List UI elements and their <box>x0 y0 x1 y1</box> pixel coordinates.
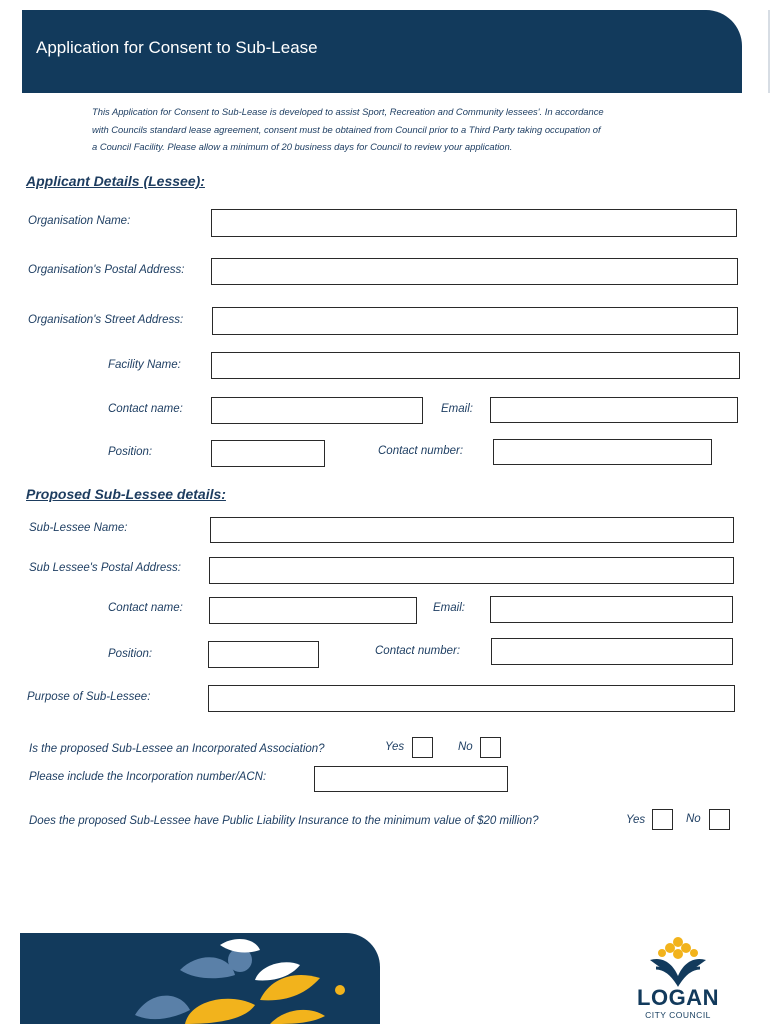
sublessee-position-label: Position: <box>108 648 153 660</box>
incorporated-yes-label: Yes <box>385 741 405 753</box>
sublessee-postal-field[interactable] <box>209 557 734 584</box>
artwork-leaf <box>180 957 235 978</box>
sublessee-heading: Proposed Sub-Lessee details: <box>26 486 226 502</box>
position-label: Position: <box>108 446 153 458</box>
incorporated-no-checkbox[interactable] <box>480 737 501 758</box>
sublessee-contact-field[interactable] <box>209 597 417 624</box>
facility-name-field[interactable] <box>211 352 740 379</box>
header-banner <box>22 10 742 93</box>
artwork-leaf <box>135 996 190 1020</box>
page-title: Application for Consent to Sub-Lease <box>36 38 318 57</box>
contact-number-label: Contact number: <box>378 445 464 457</box>
intro-line: This Application for Consent to Sub-Lease is developed to assist Sport, Recreation and Community lessees'. In accordance <box>92 106 604 117</box>
acn-field[interactable] <box>314 766 508 792</box>
acn-label: Please include the Incorporation number/ACN: <box>29 771 267 783</box>
artwork-leaf-gold <box>185 999 255 1024</box>
org-name-label: Organisation Name: <box>28 215 131 227</box>
insurance-yes-label: Yes <box>626 814 646 826</box>
org-postal-label: Organisation's Postal Address: <box>28 264 185 276</box>
purpose-label: Purpose of Sub-Lessee: <box>27 691 151 703</box>
logo-wordmark: LOGAN <box>637 985 719 1010</box>
insurance-question: Does the proposed Sub-Lessee have Public Liability Insurance to the minimum value of $20 million? <box>29 815 539 827</box>
artwork-leaf-white <box>220 939 260 953</box>
footer-artwork <box>120 930 360 1024</box>
sublessee-number-label: Contact number: <box>375 645 461 657</box>
sublessee-postal-label: Sub Lessee's Postal Address: <box>29 562 181 574</box>
email-field[interactable] <box>490 397 738 423</box>
contact-name-field[interactable] <box>211 397 423 424</box>
artwork-dot <box>335 985 345 995</box>
incorporated-no-label: No <box>458 741 473 753</box>
incorporated-yes-checkbox[interactable] <box>412 737 433 758</box>
sublessee-email-field[interactable] <box>490 596 733 623</box>
incorporated-question: Is the proposed Sub-Lessee an Incorporated Association? <box>29 743 325 755</box>
position-field[interactable] <box>211 440 325 467</box>
intro-paragraph <box>92 103 672 156</box>
sublessee-name-field[interactable] <box>210 517 734 543</box>
org-name-field[interactable] <box>211 209 737 237</box>
email-label: Email: <box>441 403 473 415</box>
logo-subtitle: CITY COUNCIL <box>645 1010 711 1020</box>
applicant-heading: Applicant Details (Lessee): <box>26 173 205 189</box>
purpose-field[interactable] <box>208 685 735 712</box>
org-postal-field[interactable] <box>211 258 738 285</box>
sublessee-position-field[interactable] <box>208 641 319 668</box>
sublessee-contact-label: Contact name: <box>108 602 183 614</box>
insurance-yes-checkbox[interactable] <box>652 809 673 830</box>
insurance-no-checkbox[interactable] <box>709 809 730 830</box>
facility-name-label: Facility Name: <box>108 359 181 371</box>
intro-line: a Council Facility. Please allow a minimum of 20 business days for Council to review your application. <box>92 141 513 153</box>
org-street-label: Organisation's Street Address: <box>28 314 184 326</box>
artwork-leaf-gold <box>270 1010 325 1024</box>
contact-name-label: Contact name: <box>108 403 183 415</box>
intro-line: with Councils standard lease agreement, consent must be obtained from Council prior to a Third Party taking occupation of <box>92 123 601 135</box>
org-street-field[interactable] <box>212 307 738 335</box>
sublessee-email-label: Email: <box>433 602 465 614</box>
sublessee-name-label: Sub-Lessee Name: <box>29 522 128 534</box>
contact-number-field[interactable] <box>493 439 712 465</box>
sublessee-number-field[interactable] <box>491 638 733 665</box>
insurance-no-label: No <box>686 813 701 825</box>
